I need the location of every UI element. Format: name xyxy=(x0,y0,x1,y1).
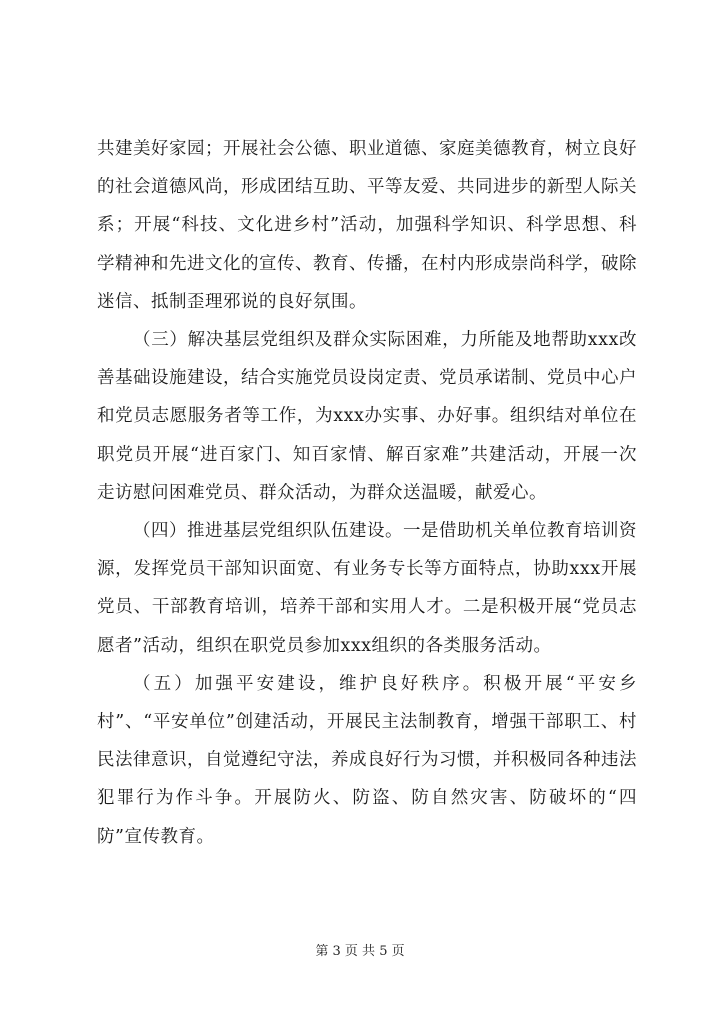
paragraph-section-5: （五）加强平安建设，维护良好秩序。积极开展“平安乡村”、“平安单位”创建活动，开展民主法制教育，增强干部职工、村民法律意识，自觉遵纪守法，养成良好行为习惯，并积极同各种违法犯罪行为作斗争。开展防火、防盗、防自然灾害、防破坏的“四防”宣传教育。 xyxy=(97,673,637,847)
document-body xyxy=(97,130,637,856)
paragraph-continuation: 共建美好家园；开展社会公德、职业道德、家庭美德教育，树立良好的社会道德风尚，形成团结互助、平等友爱、共同进步的新型人际关系；开展“科技、文化进乡村”活动，加强科学知识、科学思想、科学精神和先进文化的宣传、教育、传播，在村内形成崇尚科学，破除迷信、抵制歪理邪说的良好氛围。 xyxy=(97,139,637,312)
paragraph-section-3: （三）解决基层党组织及群众实际困难，力所能及地帮助xxx改善基础设施建设，结合实施党员设岗定责、党员承诺制、党员中心户和党员志愿服务者等工作，为xxx办实事、办好事。组织结对单位在职党员开展“进百家门、知百家情、解百家难”共建活动，开展一次走访慰问困难党员、群众活动，为群众送温暖，献爱心。 xyxy=(97,330,637,503)
page-number-footer: 第 3 页 共 5 页 xyxy=(315,944,405,959)
paragraph-section-4: （四）推进基层党组织队伍建设。一是借助机关单位教育培训资源，发挥党员干部知识面宽、有业务专长等方面特点，协助xxx开展党员、干部教育培训，培养干部和实用人才。二是积极开展“党员志愿者”活动，组织在职党员参加xxx组织的各类服务活动。 xyxy=(97,521,637,656)
